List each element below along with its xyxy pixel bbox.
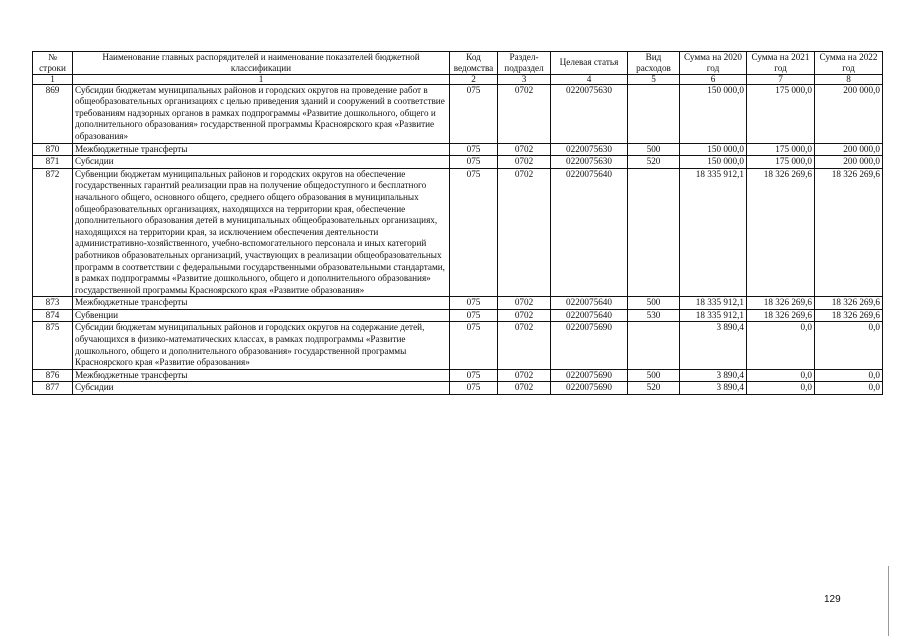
row-number: 870 bbox=[33, 143, 73, 156]
table-row bbox=[33, 309, 883, 322]
row-target-article: 0220075630 bbox=[551, 84, 628, 143]
row-department-code: 075 bbox=[450, 309, 498, 322]
row-name: Субвенции bbox=[73, 309, 450, 322]
column-number: 1 bbox=[33, 74, 73, 84]
row-name: Межбюджетные трансферты bbox=[73, 297, 450, 310]
row-sum-2020: 18 335 912,1 bbox=[680, 309, 747, 322]
table-row bbox=[33, 156, 883, 169]
column-number: 4 bbox=[551, 74, 628, 84]
column-number-row bbox=[33, 74, 883, 84]
table-header-row bbox=[33, 52, 883, 75]
row-section: 0702 bbox=[498, 168, 551, 297]
row-target-article: 0220075630 bbox=[551, 143, 628, 156]
table-row bbox=[33, 143, 883, 156]
row-section: 0702 bbox=[498, 156, 551, 169]
column-number: 2 bbox=[450, 74, 498, 84]
row-target-article: 0220075640 bbox=[551, 309, 628, 322]
row-department-code: 075 bbox=[450, 322, 498, 369]
row-number: 871 bbox=[33, 156, 73, 169]
row-sum-2022: 200 000,0 bbox=[815, 156, 883, 169]
row-section: 0702 bbox=[498, 382, 551, 395]
row-target-article: 0220075690 bbox=[551, 322, 628, 369]
row-sum-2021: 0,0 bbox=[747, 369, 815, 382]
row-section: 0702 bbox=[498, 369, 551, 382]
table-row bbox=[33, 168, 883, 297]
row-section: 0702 bbox=[498, 84, 551, 143]
row-sum-2021: 0,0 bbox=[747, 322, 815, 369]
row-sum-2020: 18 335 912,1 bbox=[680, 168, 747, 297]
row-name: Субсидии bbox=[73, 382, 450, 395]
row-expense-type bbox=[628, 322, 680, 369]
row-number: 877 bbox=[33, 382, 73, 395]
table-row bbox=[33, 369, 883, 382]
table-row bbox=[33, 297, 883, 310]
column-number: 1 bbox=[73, 74, 450, 84]
row-number: 869 bbox=[33, 84, 73, 143]
page-number: 129 bbox=[824, 594, 841, 605]
header-row-number: № строки bbox=[33, 52, 73, 75]
row-name: Межбюджетные трансферты bbox=[73, 143, 450, 156]
row-expense-type: 530 bbox=[628, 309, 680, 322]
table-row bbox=[33, 84, 883, 143]
header-name: Наименование главных распорядителей и наименование показателей бюджетной классификации bbox=[73, 52, 450, 75]
row-section: 0702 bbox=[498, 297, 551, 310]
header-expense-type: Вид расходов bbox=[628, 52, 680, 75]
row-department-code: 075 bbox=[450, 84, 498, 143]
row-sum-2022: 200 000,0 bbox=[815, 143, 883, 156]
row-number: 872 bbox=[33, 168, 73, 297]
row-name: Субсидии бюджетам муниципальных районов и городских округов на содержание детей, обучающихся в физико-математических классах, в рамках подпрограммы «Развитие дошкольного, общего и дополнительного образования» государственной программы Красноярского края «Развитие образования» bbox=[73, 322, 450, 369]
row-sum-2022: 0,0 bbox=[815, 322, 883, 369]
header-sum-2020: Сумма на 2020 год bbox=[680, 52, 747, 75]
row-sum-2020: 150 000,0 bbox=[680, 143, 747, 156]
row-name: Субсидии bbox=[73, 156, 450, 169]
header-sum-2021: Сумма на 2021 год bbox=[747, 52, 815, 75]
row-sum-2022: 200 000,0 bbox=[815, 84, 883, 143]
row-name: Межбюджетные трансферты bbox=[73, 369, 450, 382]
row-section: 0702 bbox=[498, 143, 551, 156]
row-sum-2020: 3 890,4 bbox=[680, 382, 747, 395]
row-target-article: 0220075640 bbox=[551, 168, 628, 297]
row-department-code: 075 bbox=[450, 382, 498, 395]
row-sum-2022: 0,0 bbox=[815, 369, 883, 382]
row-sum-2021: 18 326 269,6 bbox=[747, 168, 815, 297]
row-section: 0702 bbox=[498, 309, 551, 322]
table-row bbox=[33, 382, 883, 395]
row-sum-2021: 18 326 269,6 bbox=[747, 297, 815, 310]
column-number: 6 bbox=[680, 74, 747, 84]
row-sum-2020: 3 890,4 bbox=[680, 322, 747, 369]
row-sum-2021: 18 326 269,6 bbox=[747, 309, 815, 322]
row-sum-2020: 3 890,4 bbox=[680, 369, 747, 382]
row-expense-type bbox=[628, 168, 680, 297]
row-sum-2022: 18 326 269,6 bbox=[815, 309, 883, 322]
row-department-code: 075 bbox=[450, 297, 498, 310]
row-expense-type: 520 bbox=[628, 156, 680, 169]
row-sum-2021: 175 000,0 bbox=[747, 84, 815, 143]
row-number: 875 bbox=[33, 322, 73, 369]
row-expense-type: 520 bbox=[628, 382, 680, 395]
row-department-code: 075 bbox=[450, 143, 498, 156]
row-department-code: 075 bbox=[450, 369, 498, 382]
column-number: 3 bbox=[498, 74, 551, 84]
row-sum-2021: 175 000,0 bbox=[747, 143, 815, 156]
budget-table bbox=[32, 51, 883, 395]
row-expense-type: 500 bbox=[628, 369, 680, 382]
row-number: 874 bbox=[33, 309, 73, 322]
row-sum-2020: 150 000,0 bbox=[680, 156, 747, 169]
table-row bbox=[33, 322, 883, 369]
row-number: 873 bbox=[33, 297, 73, 310]
row-department-code: 075 bbox=[450, 168, 498, 297]
row-department-code: 075 bbox=[450, 156, 498, 169]
column-number: 8 bbox=[815, 74, 883, 84]
row-target-article: 0220075690 bbox=[551, 382, 628, 395]
header-section: Раздел-подраздел bbox=[498, 52, 551, 75]
row-name: Субвенции бюджетам муниципальных районов и городских округов на обеспечение государственных гарантий реализации прав на получение общедоступного и бесплатного начального общего, основного общего, среднего общего образования в муниципальных общеобразовательных организациях, находящихся на территории края, обеспечение дополнительного образования детей в муниципальных общеобразовательных организациях, находящихся на территории края, за исключением обеспечения деятельности административно-хозяйственного, учебно-вспомогательного персонала и иных категорий работников образовательных организаций, участвующих в реализации общеобразовательных программ в соответствии с федеральными государственными образовательными стандартами, в рамках подпрограммы «Развитие дошкольного, общего и дополнительного образования» государственной программы Красноярского края «Развитие образования» bbox=[73, 168, 450, 297]
row-expense-type: 500 bbox=[628, 143, 680, 156]
row-expense-type: 500 bbox=[628, 297, 680, 310]
row-target-article: 0220075690 bbox=[551, 369, 628, 382]
header-sum-2022: Сумма на 2022 год bbox=[815, 52, 883, 75]
row-sum-2020: 18 335 912,1 bbox=[680, 297, 747, 310]
header-target-article: Целевая статья bbox=[551, 52, 628, 75]
row-target-article: 0220075630 bbox=[551, 156, 628, 169]
row-sum-2022: 0,0 bbox=[815, 382, 883, 395]
row-section: 0702 bbox=[498, 322, 551, 369]
row-name: Субсидии бюджетам муниципальных районов и городских округов на проведение работ в общеобразовательных организациях с целью приведения зданий и сооружений в соответствие требованиям надзорных органов в рамках подпрограммы «Развитие дошкольного, общего и дополнительного образования» государственной программы Красноярского края «Развитие образования» bbox=[73, 84, 450, 143]
row-expense-type bbox=[628, 84, 680, 143]
row-sum-2022: 18 326 269,6 bbox=[815, 168, 883, 297]
column-number: 5 bbox=[628, 74, 680, 84]
row-sum-2020: 150 000,0 bbox=[680, 84, 747, 143]
row-sum-2021: 175 000,0 bbox=[747, 156, 815, 169]
row-target-article: 0220075640 bbox=[551, 297, 628, 310]
scan-edge-line bbox=[888, 566, 889, 636]
row-number: 876 bbox=[33, 369, 73, 382]
header-department-code: Код ведомства bbox=[450, 52, 498, 75]
column-number: 7 bbox=[747, 74, 815, 84]
row-sum-2021: 0,0 bbox=[747, 382, 815, 395]
row-sum-2022: 18 326 269,6 bbox=[815, 297, 883, 310]
